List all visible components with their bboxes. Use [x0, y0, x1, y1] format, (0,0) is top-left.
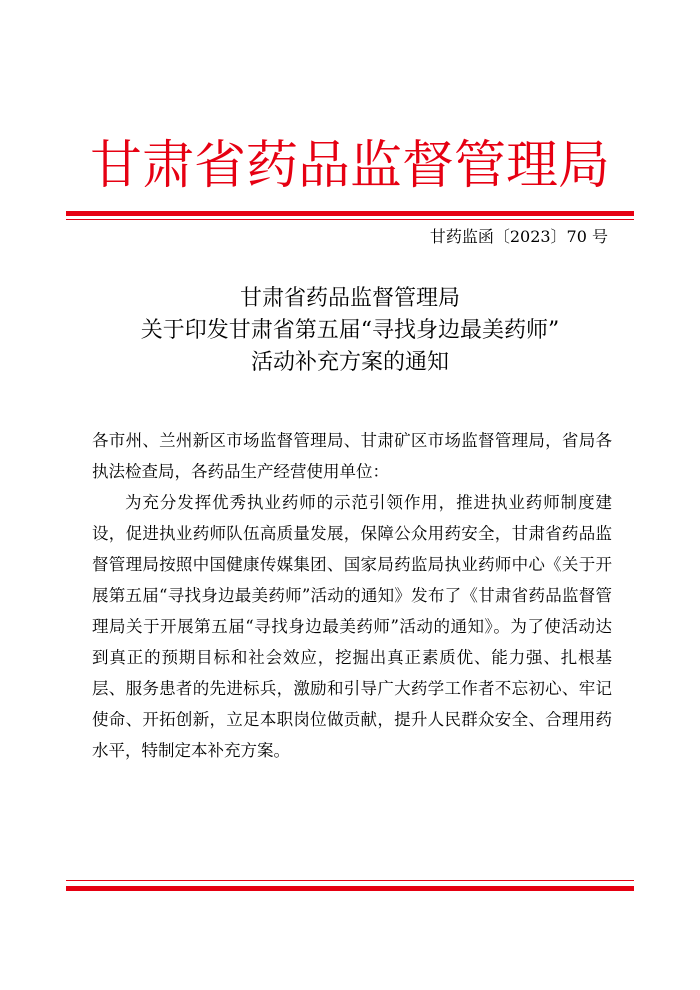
title-line-3: 活动补充方案的通知 — [250, 350, 449, 375]
title-line-1: 甘肃省药品监督管理局 — [239, 286, 460, 311]
recipients-paragraph: 各市州、兰州新区市场监督管理局、甘肃矿区市场监督管理局，省局各执法检查局，各药品生产经营使用单位： — [92, 431, 612, 481]
header-rule-thin — [66, 219, 634, 220]
header-rule-thick — [66, 211, 634, 216]
document-number: 甘药监函〔2023〕70 号 — [429, 227, 608, 246]
footer-rule-thin — [66, 880, 634, 881]
document-title — [60, 283, 640, 379]
footer-rule-thick — [66, 886, 634, 891]
title-line-2: 关于印发甘肃省第五届“寻找身边最美药师” — [140, 318, 560, 343]
document-body — [92, 425, 612, 766]
body-paragraph-1: 为充分发挥优秀执业药师的示范引领作用，推进执业药师制度建设，促进执业药师队伍高质量发展，保障公众用药安全，甘肃省药品监督管理局按照中国健康传媒集团、国家局药监局执业药师中心《关于开展第五届“寻找身边最美药师”活动的通知》发布了《甘肃省药品监督管理局关于开展第五届“寻找身边最美药师”活动的通知》。为了使活动达到真正的预期目标和社会效应，挖掘出真正素质优、能力强、扎根基层、服务患者的先进标兵，激励和引导广大药学工作者不忘初心、牢记使命、开拓创新，立足本职岗位做贡献，提升人民群众安全、合理用药水平，特制定本补充方案。 — [92, 493, 612, 760]
agency-masthead: 甘肃省药品监督管理局 — [89, 136, 610, 196]
